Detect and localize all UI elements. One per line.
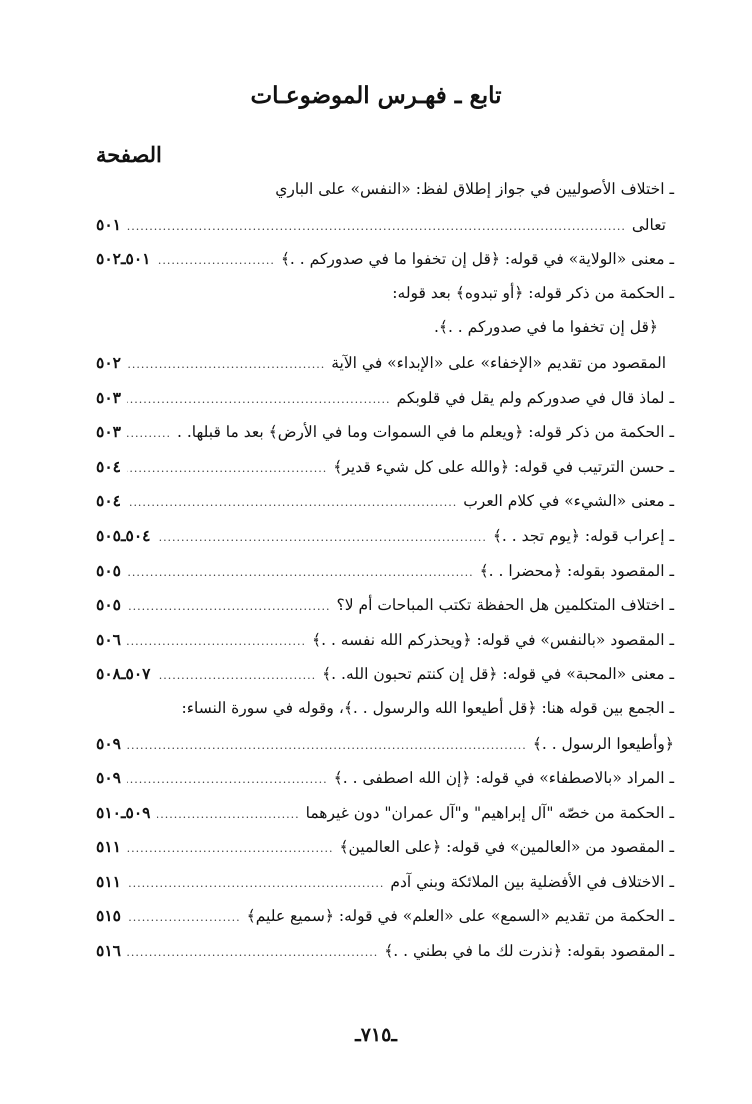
entry-page: ٥٠١	[96, 214, 121, 234]
index-entry	[96, 768, 674, 803]
entry-page: ٥٠٤	[96, 456, 121, 476]
index-entry	[96, 526, 674, 561]
entry-text: تعالى	[631, 215, 666, 234]
entry-page: ٥٠١ـ٥٠٢	[96, 249, 151, 269]
index-entry	[96, 457, 674, 492]
entry-page: ٥٠٦	[96, 629, 121, 649]
index-entry	[96, 284, 674, 319]
entry-text: ـ المقصود بقوله: ﴿محضرا . .﴾	[479, 561, 674, 580]
index-entry	[96, 837, 674, 872]
index-entry	[96, 630, 674, 665]
entry-page: ٥٠٣	[96, 387, 121, 407]
entry-text: ـ اختلاف المتكلمين هل الحفظة تكتب المباحات أم لا؟	[336, 596, 674, 615]
index-entry	[96, 803, 674, 838]
leader-dots	[157, 669, 317, 682]
index-entries	[96, 180, 674, 976]
leader-dots	[127, 393, 391, 406]
entry-page: ٥١٦	[96, 941, 121, 961]
entry-page: ٥٠٥	[96, 595, 121, 615]
entry-page: ٥٠٩	[96, 733, 121, 753]
index-entry	[96, 664, 674, 699]
leader-dots	[127, 600, 331, 613]
leader-dots	[127, 220, 626, 233]
entry-text: ـ الحكمة من ذكر قوله: ﴿أو تبدوه﴾ بعد قوله:	[392, 283, 674, 302]
entry-text: ـ إعراب قوله: ﴿يوم تجد . .﴾	[492, 526, 674, 545]
entry-page: ٥٠٩	[96, 768, 121, 788]
entry-text: ـ معنى «الشيء» في كلام العرب	[463, 492, 674, 511]
index-entry	[96, 941, 674, 976]
entry-text: ـ المقصود بقوله: ﴿نذرت لك ما في بطني . .﴾	[384, 942, 674, 961]
index-entry	[96, 422, 674, 457]
leader-dots	[127, 773, 328, 786]
leader-dots	[127, 427, 171, 440]
leader-dots	[127, 946, 378, 959]
index-entry	[96, 872, 674, 907]
leader-dots	[127, 911, 241, 924]
entry-page: ٥٠٥	[96, 560, 121, 580]
index-entry	[96, 249, 674, 284]
index-entry	[96, 491, 674, 526]
entry-text: ـ الحكمة من تقديم «السمع» على «العلم» في قوله: ﴿سميع عليم﴾	[246, 907, 674, 926]
leader-dots	[127, 566, 474, 579]
leader-dots	[127, 462, 327, 475]
leader-dots	[127, 358, 325, 371]
index-entry	[96, 699, 674, 734]
index-entry	[96, 595, 674, 630]
entry-page: ٥١١	[96, 871, 121, 891]
entry-text: ـ المقصود من «العالمين» في قوله: ﴿على العالمين﴾	[339, 838, 674, 857]
entry-text: ـ الجمع بين قوله هنا: ﴿قل أطيعوا الله والرسول . .﴾، وقوله في سورة النساء:	[181, 698, 674, 717]
entry-text: ـ الاختلاف في الأفضلية بين الملائكة وبني آدم	[390, 872, 674, 891]
entry-text: ـ معنى «الولاية» في قوله: ﴿قل إن تخفوا ما في صدوركم . .﴾	[280, 250, 674, 269]
entry-page: ٥١٥	[96, 906, 121, 926]
entry-text: ـ المقصود «بالنفس» في قوله: ﴿ويحذركم الله نفسه . .﴾	[312, 630, 674, 649]
index-entry	[96, 906, 674, 941]
entry-text: ﴿قل إن تخفوا ما في صدوركم . .﴾.	[433, 318, 658, 337]
entry-page: ٥٠٢	[96, 352, 121, 372]
leader-dots	[127, 877, 384, 890]
index-entry	[96, 215, 674, 250]
leader-dots	[127, 739, 527, 752]
entry-text: المقصود من تقديم «الإخفاء» على «الإبداء» في الآية	[331, 353, 666, 372]
entry-page: ٥٠٤ـ٥٠٥	[96, 525, 151, 545]
leader-dots	[157, 808, 300, 821]
index-entry	[96, 734, 674, 769]
entry-page: ٥١١	[96, 837, 121, 857]
column-header-page: الصفحة	[96, 142, 162, 167]
leader-dots	[127, 496, 457, 509]
index-entry	[96, 561, 674, 596]
entry-page: ٥٠٩ـ٥١٠	[96, 802, 151, 822]
index-entry	[96, 318, 674, 353]
index-entry	[96, 180, 674, 215]
entry-text: ﴿وأطيعوا الرسول . .﴾	[532, 734, 674, 753]
index-entry	[96, 353, 674, 388]
entry-page: ٥٠٤	[96, 491, 121, 511]
entry-text: ـ معنى «المحبة» في قوله: ﴿قل إن كنتم تحبون الله. .﴾	[322, 665, 674, 684]
index-entry	[96, 388, 674, 423]
entry-text: ـ المراد «بالاصطفاء» في قوله: ﴿إن الله اصطفى . .﴾	[333, 769, 674, 788]
leader-dots	[127, 635, 306, 648]
leader-dots	[127, 842, 333, 855]
entry-text: ـ الحكمة من خصّه "آل إبراهيم" و"آل عمران" دون غيرهما	[305, 803, 674, 822]
entry-page: ٥٠٧ـ٥٠٨	[96, 664, 151, 684]
entry-text: ـ اختلاف الأصوليين في جواز إطلاق لفظ: «النفس» على الباري	[275, 180, 674, 198]
entry-text: ـ الحكمة من ذكر قوله: ﴿ويعلم ما في السموات وما في الأرض﴾ بعد ما قبلها. .	[177, 423, 674, 442]
entry-page: ٥٠٣	[96, 422, 121, 442]
page-title: تابع ـ فهـرس الموضوعـات	[250, 82, 502, 109]
entry-text: ـ حسن الترتيب في قوله: ﴿والله على كل شيء قدير﴾	[333, 457, 674, 476]
leader-dots	[157, 254, 275, 267]
page-number: ـ٧١٥ـ	[355, 1024, 397, 1046]
entry-text: ـ لماذ قال في صدوركم ولم يقل في قلوبكم	[396, 388, 674, 407]
leader-dots	[157, 531, 487, 544]
